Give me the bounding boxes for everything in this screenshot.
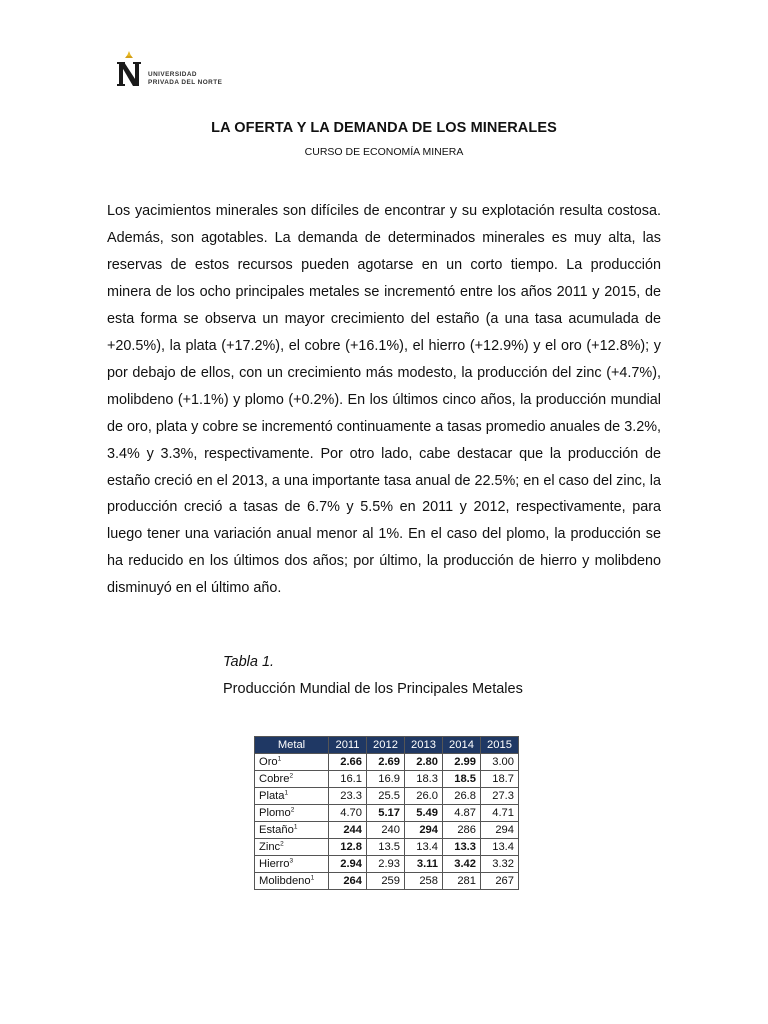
header-2011: 2011 bbox=[329, 737, 367, 754]
value-cell: 5.49 bbox=[405, 805, 443, 822]
value-cell: 2.69 bbox=[367, 754, 405, 771]
table-row bbox=[255, 771, 519, 788]
value-cell: 2.94 bbox=[329, 856, 367, 873]
header-2013: 2013 bbox=[405, 737, 443, 754]
value-cell: 26.8 bbox=[443, 788, 481, 805]
header-2012: 2012 bbox=[367, 737, 405, 754]
metal-cell: Zinc$^2$ bbox=[255, 839, 329, 856]
body-paragraph: Los yacimientos minerales son difíciles de encontrar y su explotación resulta costosa. Además, son agotables. La demanda de determinados minerales es muy alta, las reservas de estos recursos pueden agotarse en un corto tiempo. La producción minera de los ocho principales metales se incrementó entre los años 2011 y 2015, de esta forma se observa un mayor crecimiento del estaño (a una tasa acumulada de +20.5%), la plata (+17.2%), el cobre (+16.1%), el hierro (+12.9%) y el oro (+12.8%); y por debajo de ellos, con un crecimiento más modesto, la producción del zinc (+4.7%), molibdeno (+1.1%) y plomo (+0.2%). En los últimos cinco años, la producción mundial de oro, plata y cobre se incrementó continuamente a tasas promedio anuales de 3.2%, 3.4% y 3.3%, respectivamente. Por otro lado, cabe destacar que la producción de estaño creció en el 2013, a una importante tasa anual de 22.5%; en el caso del zinc, la producción creció a tasas de 6.7% y 5.5% en 2011 y 2012, respectivamente, para luego tener una variación anual menor al 1%. En el caso del plomo, la producción se ha reducido en los últimos dos años; por último, la producción de hierro y molibdeno disminuyó en el último año. bbox=[107, 203, 661, 597]
value-cell: 16.1 bbox=[329, 771, 367, 788]
value-cell: 13.5 bbox=[367, 839, 405, 856]
logo-n-icon bbox=[115, 50, 149, 90]
header-2015: 2015 bbox=[481, 737, 519, 754]
metal-cell: Hierro$^3$ bbox=[255, 856, 329, 873]
metal-cell: Plata$^1$ bbox=[255, 788, 329, 805]
value-cell: 18.5 bbox=[443, 771, 481, 788]
value-cell: 26.0 bbox=[405, 788, 443, 805]
value-cell: 23.3 bbox=[329, 788, 367, 805]
value-cell: 4.70 bbox=[329, 805, 367, 822]
value-cell: 12.8 bbox=[329, 839, 367, 856]
table-title: Producción Mundial de los Principales Metales bbox=[223, 681, 523, 697]
logo-line-1: UNIVERSIDAD bbox=[148, 71, 197, 78]
table-row bbox=[255, 805, 519, 822]
value-cell: 240 bbox=[367, 822, 405, 839]
value-cell: 4.71 bbox=[481, 805, 519, 822]
header-metal: Metal bbox=[255, 737, 329, 754]
value-cell: 5.17 bbox=[367, 805, 405, 822]
value-cell: 281 bbox=[443, 873, 481, 890]
value-cell: 259 bbox=[367, 873, 405, 890]
university-logo bbox=[115, 50, 245, 92]
metal-cell: Molibdeno$^1$ bbox=[255, 873, 329, 890]
value-cell: 3.32 bbox=[481, 856, 519, 873]
value-cell: 2.93 bbox=[367, 856, 405, 873]
table-row bbox=[255, 788, 519, 805]
value-cell: 13.4 bbox=[405, 839, 443, 856]
value-cell: 267 bbox=[481, 873, 519, 890]
table-row bbox=[255, 873, 519, 890]
value-cell: 13.4 bbox=[481, 839, 519, 856]
logo-line-2: PRIVADA DEL NORTE bbox=[148, 78, 223, 86]
table-label: Tabla 1. bbox=[223, 654, 275, 670]
value-cell: 244 bbox=[329, 822, 367, 839]
table-row bbox=[255, 754, 519, 771]
table-row bbox=[255, 856, 519, 873]
value-cell: 27.3 bbox=[481, 788, 519, 805]
metal-cell: Plomo$^2$ bbox=[255, 805, 329, 822]
value-cell: 286 bbox=[443, 822, 481, 839]
value-cell: 2.99 bbox=[443, 754, 481, 771]
table-header-row bbox=[255, 737, 519, 754]
value-cell: 3.11 bbox=[405, 856, 443, 873]
header-2014: 2014 bbox=[443, 737, 481, 754]
production-table bbox=[254, 736, 519, 890]
metal-cell: Oro$^1$ bbox=[255, 754, 329, 771]
table-row bbox=[255, 822, 519, 839]
logo-text bbox=[148, 71, 222, 86]
document-subtitle: CURSO DE ECONOMÍA MINERA bbox=[304, 146, 464, 158]
value-cell: 264 bbox=[329, 873, 367, 890]
value-cell: 18.3 bbox=[405, 771, 443, 788]
value-cell: 3.42 bbox=[443, 856, 481, 873]
metal-cell: Cobre$^2$ bbox=[255, 771, 329, 788]
value-cell: 25.5 bbox=[367, 788, 405, 805]
value-cell: 13.3 bbox=[443, 839, 481, 856]
value-cell: 18.7 bbox=[481, 771, 519, 788]
value-cell: 16.9 bbox=[367, 771, 405, 788]
value-cell: 2.66 bbox=[329, 754, 367, 771]
value-cell: 4.87 bbox=[443, 805, 481, 822]
document-title: LA OFERTA Y LA DEMANDA DE LOS MINERALES bbox=[211, 120, 557, 136]
value-cell: 3.00 bbox=[481, 754, 519, 771]
value-cell: 258 bbox=[405, 873, 443, 890]
value-cell: 294 bbox=[405, 822, 443, 839]
value-cell: 2.80 bbox=[405, 754, 443, 771]
metal-cell: Estaño$^1$ bbox=[255, 822, 329, 839]
value-cell: 294 bbox=[481, 822, 519, 839]
table-row bbox=[255, 839, 519, 856]
